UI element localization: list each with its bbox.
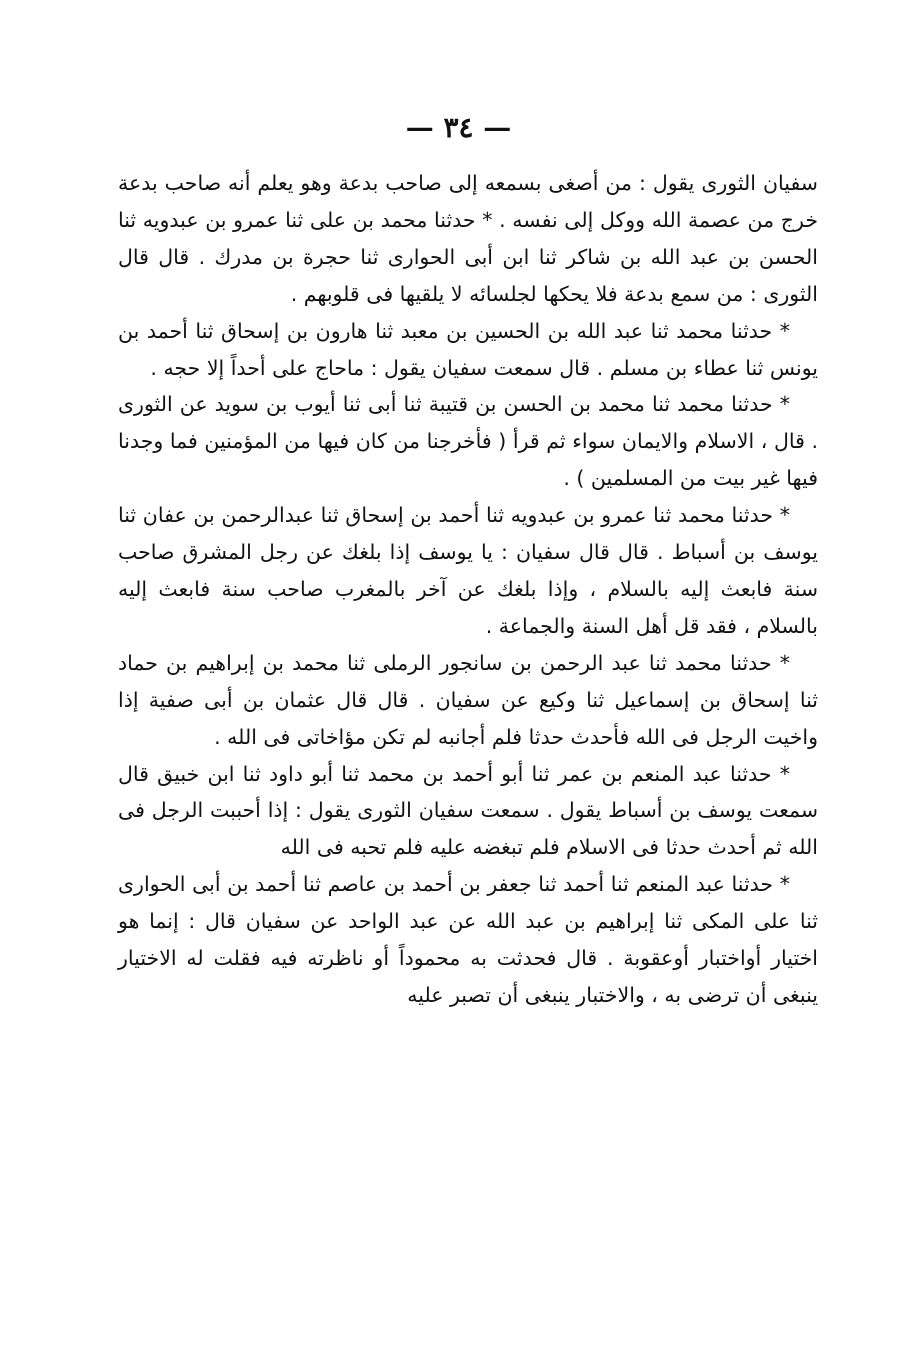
paragraph: * حدثنا عبد المنعم ثنا أحمد ثنا جعفر بن أحمد بن عاصم ثنا أحمد بن أبى الحوارى ثنا على المكى ثنا إبراهيم بن عبد الله عن عبد الواحد عن سفيان قال : إنما هو اختيار أواختبار أوعقوبة . قال فحدثت به محموداً أو ناظرته فيه فقلت له الاختيار ينبغى أن ترضى به ، والاختبار ينبغى أن تصبر عليه: [118, 872, 818, 1007]
paragraph: * حدثنا عبد المنعم بن عمر ثنا أبو أحمد بن محمد ثنا أبو داود ثنا ابن خبيق قال سمعت يوسف بن أسباط يقول . سمعت سفيان الثورى يقول : إذا أحببت الرجل فى الله ثم أحدث حدثا فى الاسلام فلم تبغضه عليه فلم تحبه فى الله: [118, 761, 818, 860]
page-body-text: [118, 165, 818, 1014]
paragraph: * حدثنا محمد ثنا محمد بن الحسن بن قتيبة ثنا أبى ثنا أيوب بن سويد عن الثورى . قال ، الاسلام والايمان سواء ثم قرأ ( فأخرجنا من كان فيها من المؤمنين فما وجدنا فيها غير بيت من المسلمين ) .: [118, 392, 818, 491]
paragraph: * حدثنا محمد ثنا عمرو بن عبدويه ثنا أحمد بن إسحاق ثنا عبدالرحمن بن عفان ثنا يوسف بن أسباط . قال قال سفيان : يا يوسف إذا بلغك عن رجل المشرق صاحب سنة فابعث إليه بالسلام ، وإذا بلغك عن آخر بالمغرب صاحب سنة فابعث إليه بالسلام ، فقد قل أهل السنة والجماعة .: [118, 503, 818, 638]
paragraph: * حدثنا محمد ثنا عبد الرحمن بن سانجور الرملى ثنا محمد بن إبراهيم بن حماد ثنا إسحاق بن إسماعيل ثنا وكيع عن سفيان . قال قال عثمان بن أبى صفية إذا واخيت الرجل فى الله فأحدث حدثا فلم أجانبه لم تكن مؤاخاتى فى الله .: [118, 650, 818, 749]
paragraph: * حدثنا محمد ثنا عبد الله بن الحسين بن معبد ثنا هارون بن إسحاق ثنا أحمد بن يونس ثنا عطاء بن مسلم . قال سمعت سفيان يقول : ماحاج على أحداً إلا حجه .: [118, 318, 818, 380]
page-number: — ٣٤ —: [405, 111, 512, 144]
paragraph: سفيان الثورى يقول : من أصغى بسمعه إلى صاحب بدعة وهو يعلم أنه صاحب بدعة خرج من عصمة الله ووكل إلى نفسه . * حدثنا محمد بن على ثنا عمرو بن عبدويه ثنا الحسن بن عبد الله بن شاكر ثنا ابن أبى الحوارى ثنا حجرة بن مدرك . قال قال الثورى : من سمع بدعة فلا يحكها لجلسائه لا يلقيها فى قلوبهم .: [118, 171, 818, 306]
